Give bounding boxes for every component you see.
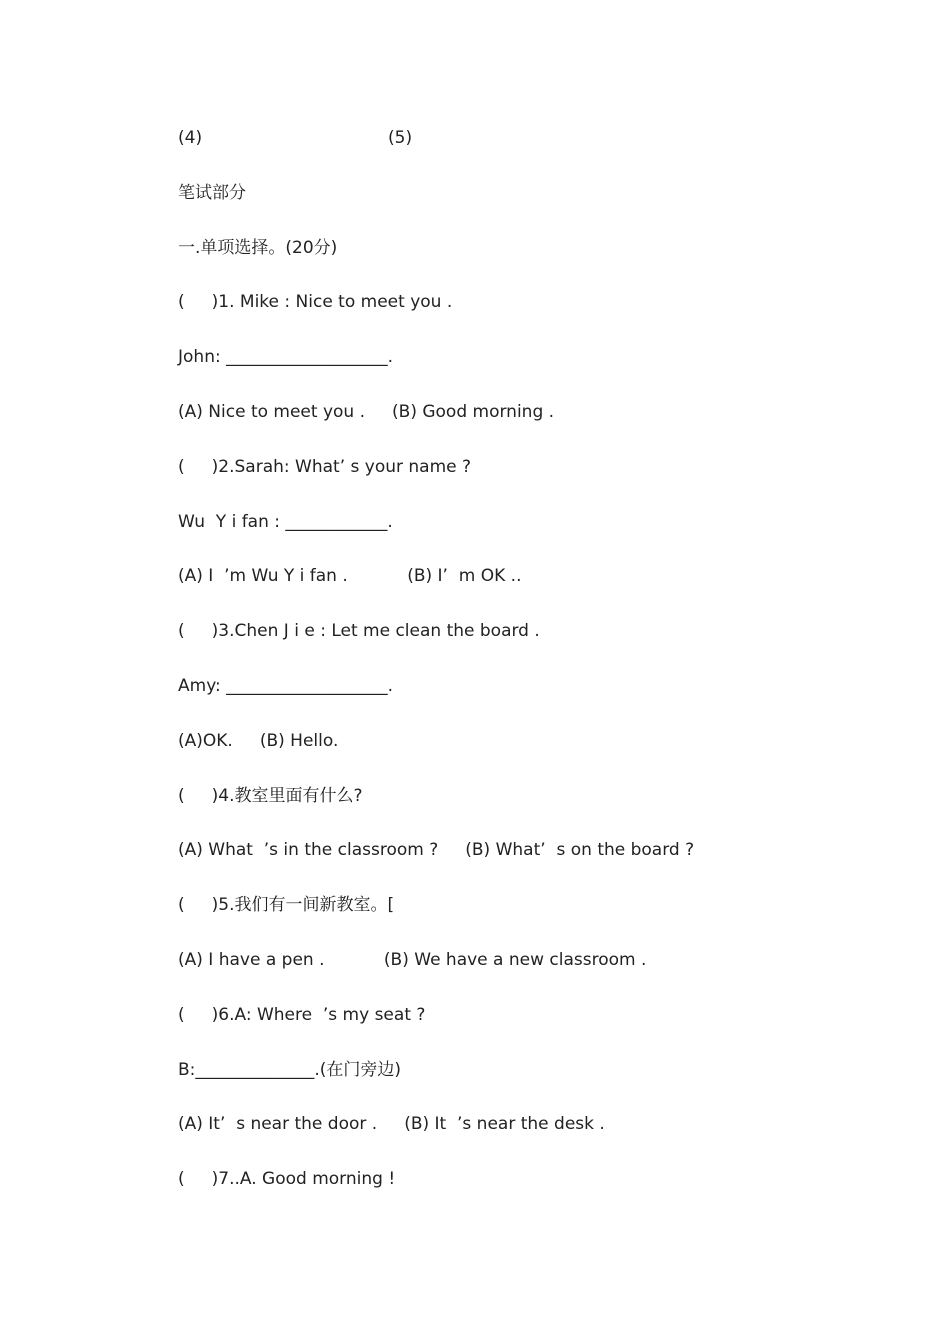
options-2: (A) I ’m Wu Y i fan . (B) I’ m OK .. [178,566,522,586]
question-number-5: (5) [388,128,413,148]
question-7: ( )7..A. Good morning ! [178,1169,396,1189]
question-2: ( )2.Sarah: What’ s your name ? [178,457,472,477]
options-5: (A) I have a pen . (B) We have a new classroom . [178,950,647,970]
options-4: (A) What ’s in the classroom ? (B) What’ s on the board ? [178,840,695,860]
options-3: (A)OK. (B) Hello. [178,731,339,751]
answer-blank-1: John: ___________________. [178,347,393,367]
question-4: ( )4.教室里面有什么? [178,786,363,806]
question-6: ( )6.A: Where ’s my seat ? [178,1005,426,1025]
question-number-4: (4) [178,128,203,148]
question-1: ( )1. Mike : Nice to meet you . [178,292,453,312]
question-5: ( )5.我们有一间新教室。[ [178,895,395,915]
answer-blank-6: B:______________.(在门旁边) [178,1060,402,1080]
answer-blank-3: Amy: ___________________. [178,676,394,696]
question-3: ( )3.Chen J i e : Let me clean the board . [178,621,540,641]
answer-blank-2: Wu Y i fan : ____________. [178,512,393,532]
part-title: 一.单项选择。(20分) [178,238,338,258]
section-title: 笔试部分 [178,183,246,203]
options-6: (A) It’ s near the door . (B) It ’s near the desk . [178,1114,605,1134]
options-1: (A) Nice to meet you . (B) Good morning . [178,402,555,422]
